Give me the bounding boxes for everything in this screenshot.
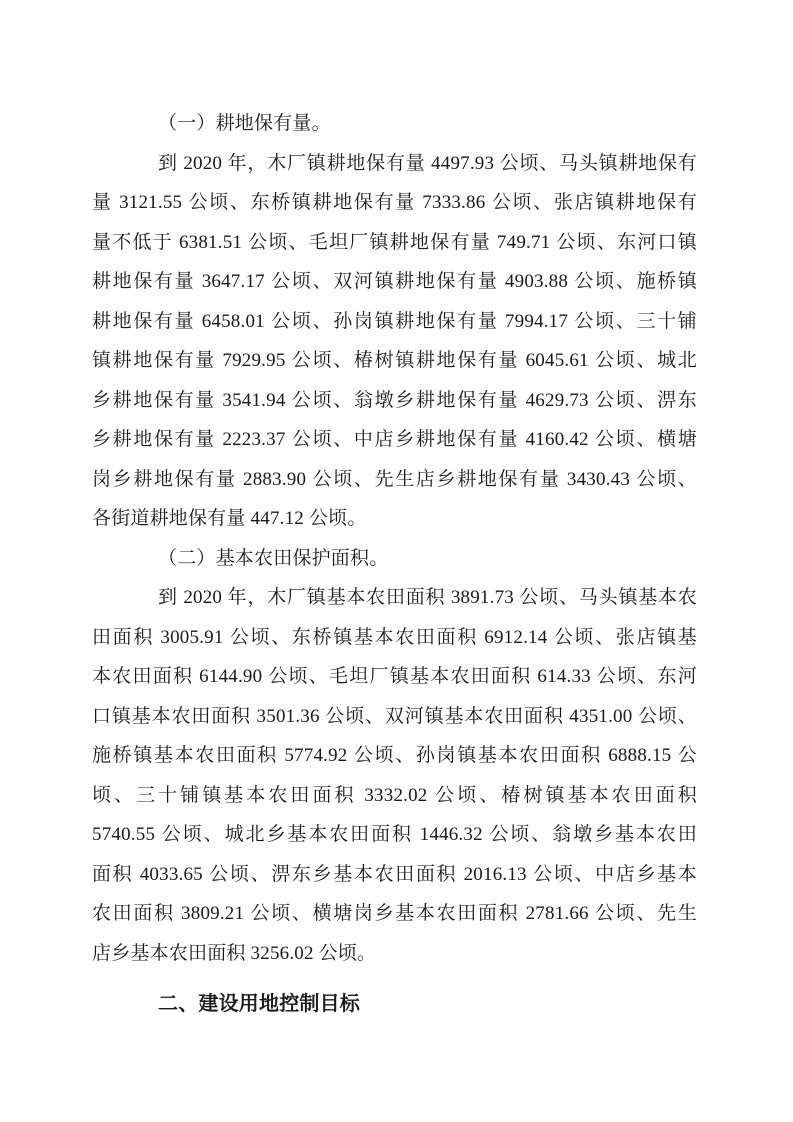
paragraph-2-line: 店乡基本农田面积 3256.02 公顷。 [92,942,377,964]
paragraph-1-line: 量 3121.55 公顷、东桥镇耕地保有量 7333.86 公顷、张店镇耕地保有 [92,192,697,213]
paragraph-2-line: 顷、三十铺镇基本农田面积 3332.02 公顷、椿树镇基本农田面积 [92,784,697,806]
paragraph-1-line: 耕地保有量 3647.17 公顷、双河镇耕地保有量 4903.88 公顷、施桥镇 [92,271,697,292]
subsection-heading-cultivated-land: （一）耕地保有量。 [158,113,331,134]
paragraph-1-line: 耕地保有量 6458.01 公顷、孙岗镇耕地保有量 7994.17 公顷、三十铺 [92,310,697,332]
paragraph-1-line: 到 2020 年，木厂镇耕地保有量 4497.93 公顷、马头镇耕地保有 [158,152,697,174]
paragraph-2-line: 农田面积 3809.21 公顷、横塘岗乡基本农田面积 2781.66 公顷、先生 [92,903,697,924]
paragraph-1-line: 镇耕地保有量 7929.95 公顷、椿树镇耕地保有量 6045.61 公顷、城北 [92,350,697,371]
document-body [92,104,697,1025]
paragraph-1-line: 各街道耕地保有量 447.12 公顷。 [92,508,367,529]
paragraph-2-line: 面积 4033.65 公顷、淠东乡基本农田面积 2016.13 公顷、中店乡基本 [92,863,697,885]
paragraph-2-line: 田面积 3005.91 公顷、东桥镇基本农田面积 6912.14 公顷、张店镇基 [92,626,697,648]
paragraph-1-line: 乡耕地保有量 2223.37 公顷、中店乡耕地保有量 4160.42 公顷、横塘 [92,429,697,450]
subsection-heading-basic-farmland: （二）基本农田保护面积。 [158,547,389,569]
paragraph-1-line: 量不低于 6381.51 公顷、毛坦厂镇耕地保有量 749.71 公顷、东河口镇 [92,231,697,253]
paragraph-2-line: 口镇基本农田面积 3501.36 公顷、双河镇基本农田面积 4351.00 公顷、 [92,705,697,727]
paragraph-2-line: 施桥镇基本农田面积 5774.92 公顷、孙岗镇基本农田面积 6888.15 公 [92,745,697,766]
paragraph-2-line: 到 2020 年，木厂镇基本农田面积 3891.73 公顷、马头镇基本农 [158,587,697,608]
paragraph-1-line: 岗乡耕地保有量 2883.90 公顷、先生店乡耕地保有量 3430.43 公顷、 [92,468,697,490]
paragraph-1-line: 乡耕地保有量 3541.94 公顷、翁墩乡耕地保有量 4629.73 公顷、淠东 [92,389,697,411]
paragraph-2-line: 5740.55 公顷、城北乡基本农田面积 1446.32 公顷、翁墩乡基本农田 [92,824,697,845]
section-heading-construction-land: 二、建设用地控制目标 [158,993,360,1015]
paragraph-2-line: 本农田面积 6144.90 公顷、毛坦厂镇基本农田面积 614.33 公顷、东河 [92,666,697,687]
